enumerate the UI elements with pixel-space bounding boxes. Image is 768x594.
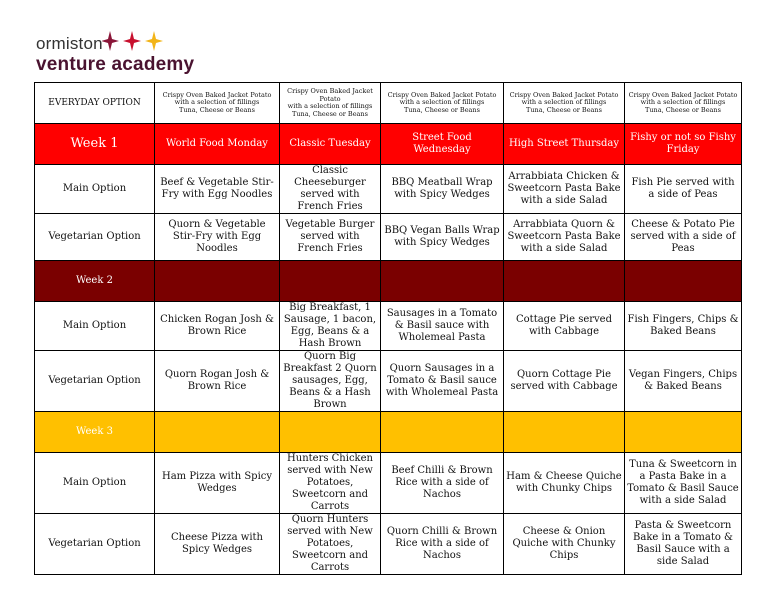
week-3-main-row — [35, 453, 742, 514]
meal-cell: Quorn Cottage Pie served with Cabbage — [504, 351, 625, 412]
meal-cell: Ham & Cheese Quiche with Chunky Chips — [504, 453, 625, 514]
potato-cell: Crispy Oven Baked Jacket Potato with a selection of fillings Tuna, Cheese or Beans — [504, 83, 625, 124]
vegetarian-option-label: Vegetarian Option — [35, 514, 155, 575]
meal-cell: Quorn Big Breakfast 2 Quorn sausages, Egg, Beans & a Hash Brown — [280, 351, 381, 412]
vegetarian-option-label: Vegetarian Option — [35, 351, 155, 412]
main-option-label: Main Option — [35, 453, 155, 514]
week-3-label: Week 3 — [35, 412, 155, 453]
logo-stars-icon — [102, 30, 198, 52]
week-1-row — [35, 124, 742, 165]
meal-cell: Vegetable Burger served with French Fries — [280, 214, 381, 261]
meal-cell: Fish Fingers, Chips & Baked Beans — [625, 302, 742, 351]
meal-cell: Arrabbiata Quorn & Sweetcorn Pasta Bake with a side Salad — [504, 214, 625, 261]
meal-cell: Fish Pie served with a side of Peas — [625, 165, 742, 214]
meal-cell: BBQ Meatball Wrap with Spicy Wedges — [381, 165, 504, 214]
potato-cell: Crispy Oven Baked Jacket Potato with a selection of fillings Tuna, Cheese or Beans — [381, 83, 504, 124]
header-row — [35, 83, 742, 124]
meal-cell: Cheese & Potato Pie served with a side of Peas — [625, 214, 742, 261]
week-1-label: Week 1 — [35, 124, 155, 165]
meal-cell: Arrabbiata Chicken & Sweetcorn Pasta Bake with a side Salad — [504, 165, 625, 214]
main-option-label: Main Option — [35, 302, 155, 351]
day-monday: World Food Monday — [155, 124, 280, 165]
potato-cell: Crispy Oven Baked Jacket Potato with a selection of fillings Tuna, Cheese or Beans — [155, 83, 280, 124]
meal-cell: Hunters Chicken served with New Potatoes, Sweetcorn and Carrots — [280, 453, 381, 514]
meal-cell: Cottage Pie served with Cabbage — [504, 302, 625, 351]
lunch-menu-table — [34, 82, 742, 575]
academy-logo — [36, 30, 256, 78]
logo-line-venture-academy: venture academy — [36, 54, 195, 75]
vegetarian-option-label: Vegetarian Option — [35, 214, 155, 261]
everyday-option-label: EVERYDAY OPTION — [35, 83, 155, 124]
meal-cell: Cheese & Onion Quiche with Chunky Chips — [504, 514, 625, 575]
meal-cell: Cheese Pizza with Spicy Wedges — [155, 514, 280, 575]
day-thursday: High Street Thursday — [504, 124, 625, 165]
meal-cell: Chicken Rogan Josh & Brown Rice — [155, 302, 280, 351]
meal-cell: Vegan Fingers, Chips & Baked Beans — [625, 351, 742, 412]
logo-line-ormiston: ormiston — [36, 34, 103, 53]
main-option-label: Main Option — [35, 165, 155, 214]
week-2-main-row — [35, 302, 742, 351]
potato-cell: Crispy Oven Baked Jacket Potato with a selection of fillings Tuna, Cheese or Beans — [280, 83, 381, 124]
meal-cell: Ham Pizza with Spicy Wedges — [155, 453, 280, 514]
meal-cell: Quorn Sausages in a Tomato & Basil sauce with Wholemeal Pasta — [381, 351, 504, 412]
logo-star-1-icon — [102, 31, 119, 51]
day-wednesday: Street Food Wednesday — [381, 124, 504, 165]
meal-cell: Beef Chilli & Brown Rice with a side of Nachos — [381, 453, 504, 514]
meal-cell: Quorn Chilli & Brown Rice with a side of Nachos — [381, 514, 504, 575]
week-1-veg-row — [35, 214, 742, 261]
meal-cell: BBQ Vegan Balls Wrap with Spicy Wedges — [381, 214, 504, 261]
meal-cell: Big Breakfast, 1 Sausage, 1 bacon, Egg, Beans & a Hash Brown — [280, 302, 381, 351]
meal-cell: Tuna & Sweetcorn in a Pasta Bake in a Tomato & Basil Sauce with a side Salad — [625, 453, 742, 514]
day-tuesday: Classic Tuesday — [280, 124, 381, 165]
meal-cell: Beef & Vegetable Stir-Fry with Egg Noodles — [155, 165, 280, 214]
week-2-veg-row — [35, 351, 742, 412]
meal-cell: Quorn Rogan Josh & Brown Rice — [155, 351, 280, 412]
meal-cell: Quorn Hunters served with New Potatoes, Sweetcorn and Carrots — [280, 514, 381, 575]
week-1-main-row — [35, 165, 742, 214]
week-3-row — [35, 412, 742, 453]
week-3-veg-row — [35, 514, 742, 575]
week-2-row — [35, 261, 742, 302]
meal-cell: Quorn & Vegetable Stir-Fry with Egg Noodles — [155, 214, 280, 261]
week-2-label: Week 2 — [35, 261, 155, 302]
logo-star-3-icon — [145, 31, 163, 51]
logo-star-2-icon — [123, 31, 141, 51]
meal-cell: Pasta & Sweetcorn Bake in a Tomato & Basil Sauce with a side Salad — [625, 514, 742, 575]
meal-cell: Sausages in a Tomato & Basil sauce with Wholemeal Pasta — [381, 302, 504, 351]
potato-cell: Crispy Oven Baked Jacket Potato with a selection of fillings Tuna, Cheese or Beans — [625, 83, 742, 124]
day-friday: Fishy or not so Fishy Friday — [625, 124, 742, 165]
meal-cell: Classic Cheeseburger served with French Fries — [280, 165, 381, 214]
